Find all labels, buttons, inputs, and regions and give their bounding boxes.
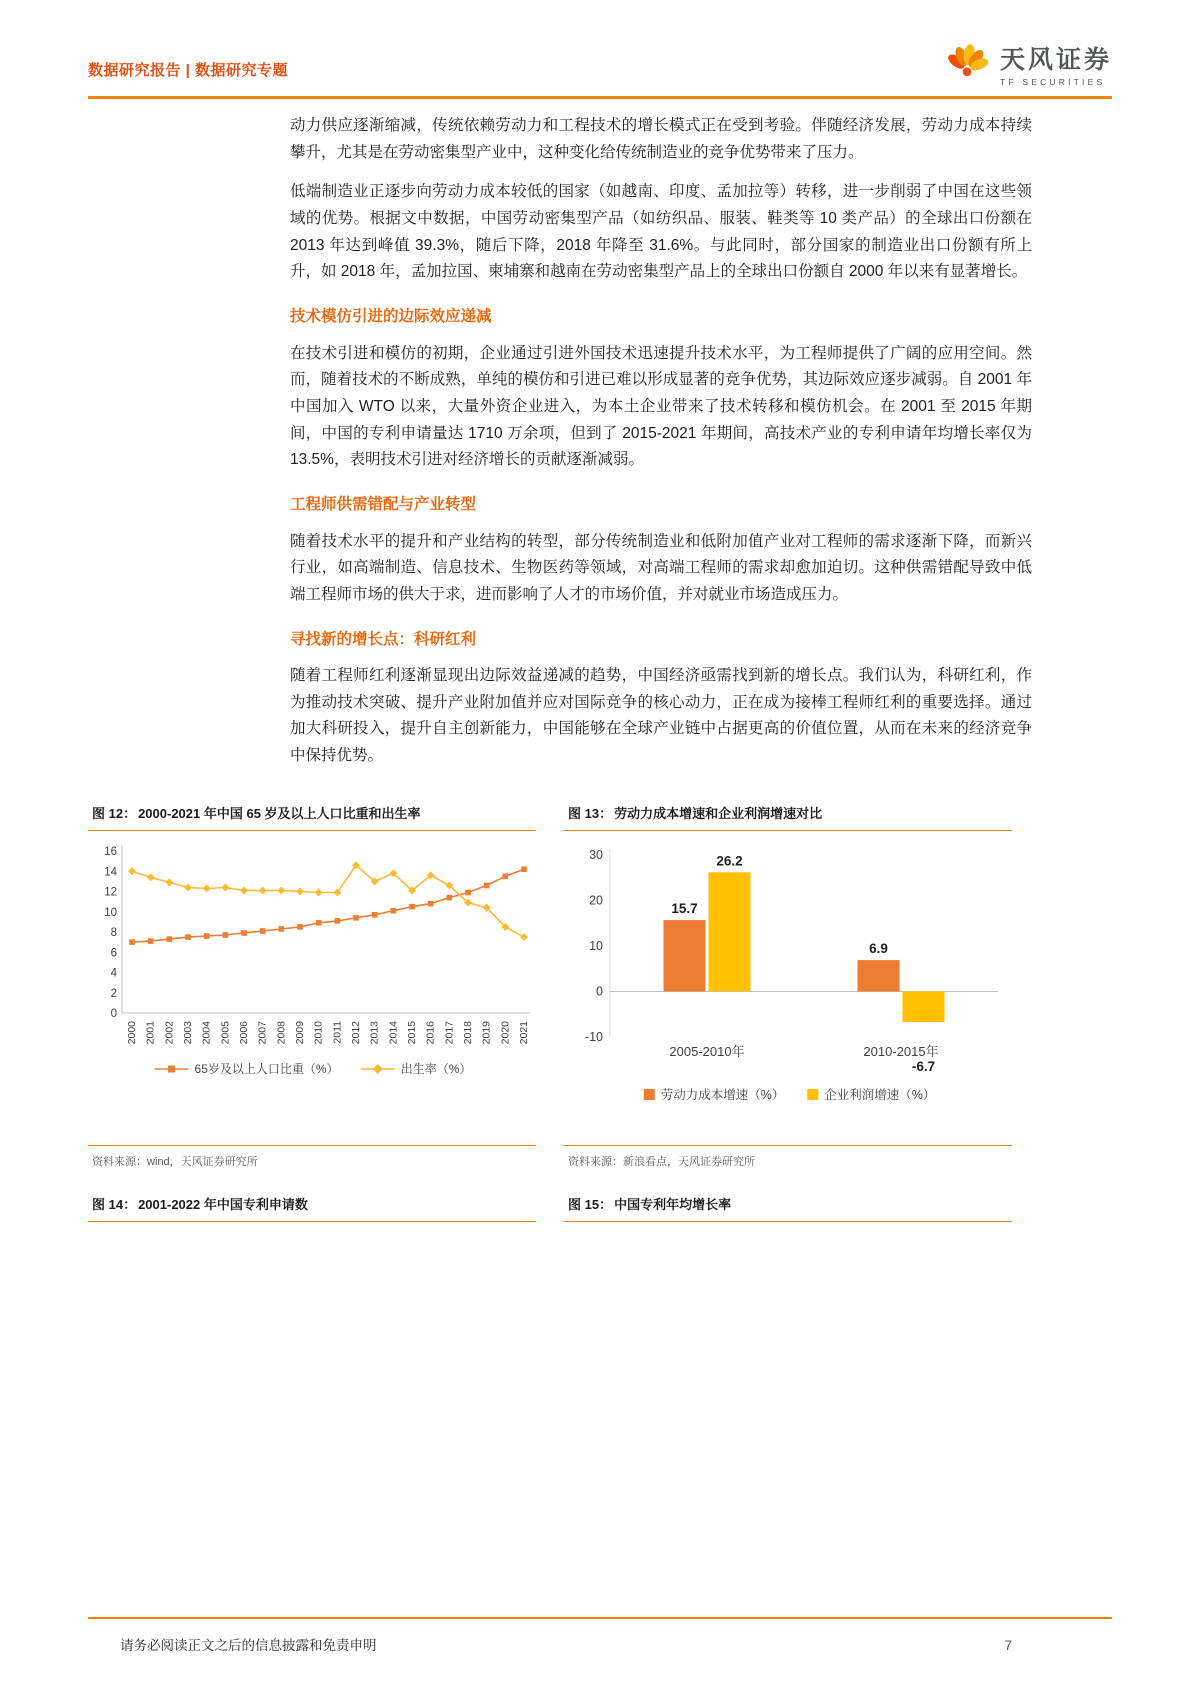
paragraph: 在技术引进和模仿的初期，企业通过引进外国技术迅速提升技术水平，为工程师提供了广阔的应用空间。然而，随着技术的不断成熟，单纯的模仿和引进已难以形成显著的竞争优势，其边际效应逐步减弱。自 2001 年中国加入 WTO 以来，大量外资企业进入，为本土企业带来了技术转移和模仿机会。在 2001 至 2015 年期间，中国的专利申请量达 1710 万余项，但到了 2015-2021 年期间，高技术产业的专利申请年均增长率仅为 13.5%，表明技术引进对经济增长的贡献逐渐减弱。 [290,344,1032,469]
bar [709,872,751,991]
figure-13-caption [564,796,1012,831]
data-point-marker [316,920,322,926]
data-point-marker [372,912,378,918]
x-tick-label: 2006 [238,1020,250,1045]
x-tick-label: 2021 [518,1020,530,1045]
legend-label: 劳动力成本增速（%） [660,1087,785,1102]
legend-marker [373,1064,383,1074]
data-point-marker [335,918,341,924]
x-tick-label: 2000 [126,1020,138,1045]
paragraph: 低端制造业正逐步向劳动力成本较低的国家（如越南、印度、孟加拉等）转移，进一步削弱了中国在这些领域的优势。根据文中数据，中国劳动密集型产品（如纺织品、服装、鞋类等 10 类产品）的全球出口份额在 2013 年达到峰值 39.3%，随后下降，2018 年降至 31.6%。与此同时，部分国家的制造业出口份额有所上升，如 2018 年，孟加拉国、柬埔寨和越南在劳动密集型产品上的全球出口份额自 2000 年以来有显著增长。 [290,183,1032,281]
footer-disclaimer: 请务必阅读正文之后的信息披露和免责申明 [120,1638,377,1653]
data-point-marker [223,932,229,938]
report-body [290,113,1032,770]
data-point-marker [241,930,247,936]
brand-text [1000,47,1112,86]
page-number: 7 [1004,1638,1012,1653]
x-tick-label: 2005 [219,1020,232,1045]
data-point-marker [315,888,323,896]
x-tick-label: 2018 [462,1020,474,1045]
y-tick-label: 14 [104,866,117,879]
x-tick-label: 2014 [387,1020,400,1045]
y-tick-label: 10 [589,938,603,953]
y-tick-label: 0 [596,984,603,999]
x-tick-label: 2013 [368,1020,381,1045]
x-tick-label: 2008 [275,1020,288,1045]
bar [903,991,945,1021]
y-tick-label: 0 [110,1007,117,1020]
y-tick-label: 20 [589,893,603,908]
x-tick-label: 2011 [331,1020,344,1044]
tf-securities-logo-icon [944,44,990,90]
y-tick-label: 10 [104,906,117,919]
brand-name: 天风证券 [999,46,1112,75]
paragraph: 动力供应逐渐缩减，传统依赖劳动力和工程技术的增长模式正在受到考验。伴随经济发展，劳动力成本持续攀升，尤其是在劳动密集型产业中，这种变化给传统制造业的竞争优势带来了压力。 [290,117,1032,161]
brand-subtitle: TF SECURITIES [999,76,1106,87]
bar-chart-svg [564,837,1012,1145]
data-point-marker [128,867,136,875]
x-tick-label: 2001 [144,1020,157,1045]
bar-value-label: 6.9 [869,940,888,956]
bar [664,920,706,991]
line-series [132,865,524,937]
figure-row-1 [88,796,1112,1169]
y-tick-label: 8 [110,926,117,939]
figure-12-title: 2000-2021 年中国 65 岁及以上人口比重和出生率 [138,805,421,821]
figure-14-label: 图 14： [92,1196,137,1212]
x-tick-label: 2004 [200,1020,213,1045]
x-tick-label: 2009 [294,1020,306,1045]
paragraph: 随着工程师红利逐渐显现出边际效益递减的趋势，中国经济亟需找到新的增长点。我们认为，科研红利，作为推动技术突破、提升产业附加值并应对国际竞争的核心动力，正在成为接棒工程师红利的重要选择。通过加大科研投入，提升自主创新能力，中国能够在全球产业链中占据更高的价值位置，从而在未来的经济竞争中保持优势。 [290,667,1032,765]
legend-swatch [644,1089,655,1100]
category-label: 2005-2010年 [669,1043,745,1059]
data-point-marker [428,901,434,907]
figure-14-title: 2001-2022 年中国专利申请数 [138,1196,308,1212]
legend-label: 企业利润增速（%） [824,1087,936,1102]
data-point-marker [521,866,527,872]
y-tick-label: 30 [589,847,603,862]
figure-15-caption [564,1187,1012,1222]
line-chart-svg [88,837,536,1145]
bar-value-label: -6.7 [911,1058,936,1074]
data-point-marker [240,886,248,894]
header-divider [88,96,1112,99]
brand [944,44,1112,96]
data-point-marker [484,882,490,888]
data-point-marker [167,936,173,942]
data-point-marker [297,924,303,930]
figure-14-caption [88,1187,536,1222]
figure-12-source: 资料来源：wind，天风证券研究所 [88,1145,536,1169]
section-heading: 寻找新的增长点：科研红利 [290,630,477,648]
figure-13-source: 资料来源：新浪看点，天风证券研究所 [564,1145,1012,1169]
data-point-marker [165,878,173,886]
data-point-marker [409,904,415,910]
footer-row [88,1619,1112,1654]
x-tick-label: 2007 [256,1020,269,1045]
bar [858,960,900,991]
y-tick-label: 2 [110,987,117,1000]
data-point-marker [503,873,509,879]
page-header [88,0,1112,96]
data-point-marker [447,895,453,901]
figure-14 [88,1187,536,1222]
data-point-marker [259,886,267,894]
data-point-marker [147,873,155,881]
figure-15-label: 图 15： [568,1196,613,1212]
figure-13-title: 劳动力成本增速和企业利润增速对比 [614,805,823,821]
figures-section [88,796,1112,1222]
section-heading: 工程师供需错配与产业转型 [290,495,477,513]
category-label: 2010-2015年 [863,1043,939,1059]
data-point-marker [148,938,154,944]
line-series [132,869,524,942]
figure-12 [88,796,536,1169]
data-point-marker [353,915,359,921]
x-tick-label: 2012 [350,1020,362,1045]
data-point-marker [279,926,285,932]
data-point-marker [520,933,528,941]
x-tick-label: 2016 [424,1020,437,1045]
y-tick-label: 12 [104,886,117,899]
figure-row-2 [88,1187,1112,1222]
legend-marker [168,1065,175,1072]
data-point-marker [221,883,229,891]
paragraph: 随着技术水平的提升和产业结构的转型，部分传统制造业和低附加值产业对工程师的需求逐渐下降，而新兴行业，如高端制造、信息技术、生物医药等领域，对高端工程师的需求却愈加迫切。这种供需错配导致中低端工程师市场的供大于求，进而影响了人才的市场价值，并对就业市场造成压力。 [290,532,1032,603]
y-tick-label: -10 [584,1029,603,1044]
y-tick-label: 6 [110,947,117,960]
x-tick-label: 2002 [163,1020,176,1045]
x-tick-label: 2015 [406,1020,418,1045]
x-tick-label: 2019 [480,1020,493,1045]
figure-13-label: 图 13： [568,805,613,821]
data-point-marker [296,887,304,895]
figure-12-label: 图 12： [92,805,137,821]
legend-label: 65岁及以上人口比重（%） [194,1061,339,1076]
data-point-marker [203,884,211,892]
data-point-marker [184,883,192,891]
data-point-marker [129,939,135,945]
legend-swatch [807,1089,818,1100]
data-point-marker [185,934,191,940]
data-point-marker [277,886,285,894]
population-birthrate-line-chart [88,837,536,1145]
labor-cost-profit-bar-chart [564,837,1012,1145]
page-footer [88,1617,1112,1654]
bar-value-label: 15.7 [671,900,698,916]
data-point-marker [204,933,210,939]
data-point-marker [465,889,471,895]
report-series-label: 数据研究报告 | 数据研究专题 [88,62,289,79]
x-tick-label: 2017 [443,1020,456,1045]
x-tick-label: 2020 [499,1020,512,1045]
figure-13 [564,796,1012,1169]
y-tick-label: 16 [104,845,117,858]
data-point-marker [391,908,397,914]
x-tick-label: 2010 [312,1020,325,1045]
legend-label: 出生率（%） [400,1061,472,1076]
data-point-marker [260,928,266,934]
y-tick-label: 4 [110,967,117,980]
bar-value-label: 26.2 [716,853,743,869]
figure-12-caption [88,796,536,831]
figure-15-title: 中国专利年均增长率 [614,1196,732,1212]
figure-15 [564,1187,1012,1222]
x-tick-label: 2003 [182,1020,194,1045]
section-heading: 技术模仿引进的边际效应递减 [290,307,492,325]
